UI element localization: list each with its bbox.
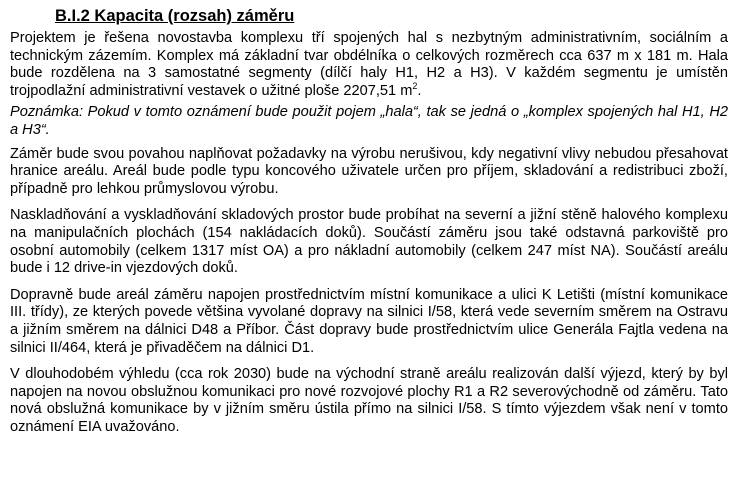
paragraph-traffic: Dopravně bude areál záměru napojen prostřednictvím místní komunikace a ulici K Letišti (místní komunikace III. třídy), ze kterých povede většina vyvolané dopravy na silnici I/58, která vede severním směrem na Ostravu a jižním směrem na dálnici D48 a Příbor. Část dopravy bude prostřednictvím ulice Generála Fajtla vedena na silnici II/464, která je přivaděčem na dálnici D1.	[10, 286, 728, 356]
superscript-unit: 2	[412, 80, 418, 91]
section-heading: B.I.2 Kapacita (rozsah) záměru	[55, 7, 295, 25]
paragraph-project-description	[10, 30, 728, 100]
paragraph-note: Poznámka: Pokud v tomto oznámení bude použit pojem „hala“, tak se jedná o „komplex spojených hal H1, H2 a H3“.	[10, 104, 728, 138]
paragraph-long-term-outlook: V dlouhodobém výhledu (cca rok 2030) bude na východní straně areálu realizován další výjezd, který by byl napojen na novou obslužnou komunikaci pro nové rozvojové plochy R1 a R2 severovýchodně od záměru. Tato nová obslužná komunikace by v jižním směru ústila přímo na silnici I/58. S tímto výjezdem však není v tomto oznámení EIA uvažováno.	[10, 366, 728, 435]
paragraph-purpose: Záměr bude svou povahou naplňovat požadavky na výrobu nerušivou, kdy negativní vlivy nebudou přesahovat hranice areálu. Areál bude podle typu koncového uživatele určen pro příjem, skladování a redistribuci zboží, případně pro lehkou průmyslovou výrobu.	[10, 145, 728, 197]
paragraph-project-description-text: Projektem je řešena novostavba komplexu tří spojených hal s nezbytným administrativním, sociálním a technickým zázemím. Komplex má základní tvar obdélníka o celkových rozměrech cca 637 m x 181 m. Hala bude rozdělena na 3 samostatné segmenty (dílčí haly H1, H2 a H3). V každém segmentu je umístěn trojpodlažní administrativní vestavek o užitné ploše 2207,51 m	[10, 30, 728, 99]
paragraph-loading-parking: Naskladňování a vyskladňování skladových prostor bude probíhat na severní a jižní stěně halového komplexu na manipulačních plochách (154 nakládacích doků). Součástí záměru jsou také odstavná parkoviště pro osobní automobily (celkem 1317 míst OA) a pro nákladní automobily (celkem 247 míst NA). Součástí areálu bude i 12 drive-in vjezdových doků.	[10, 207, 728, 277]
paragraph-project-description-end: .	[417, 82, 422, 99]
document-page	[10, 6, 728, 445]
